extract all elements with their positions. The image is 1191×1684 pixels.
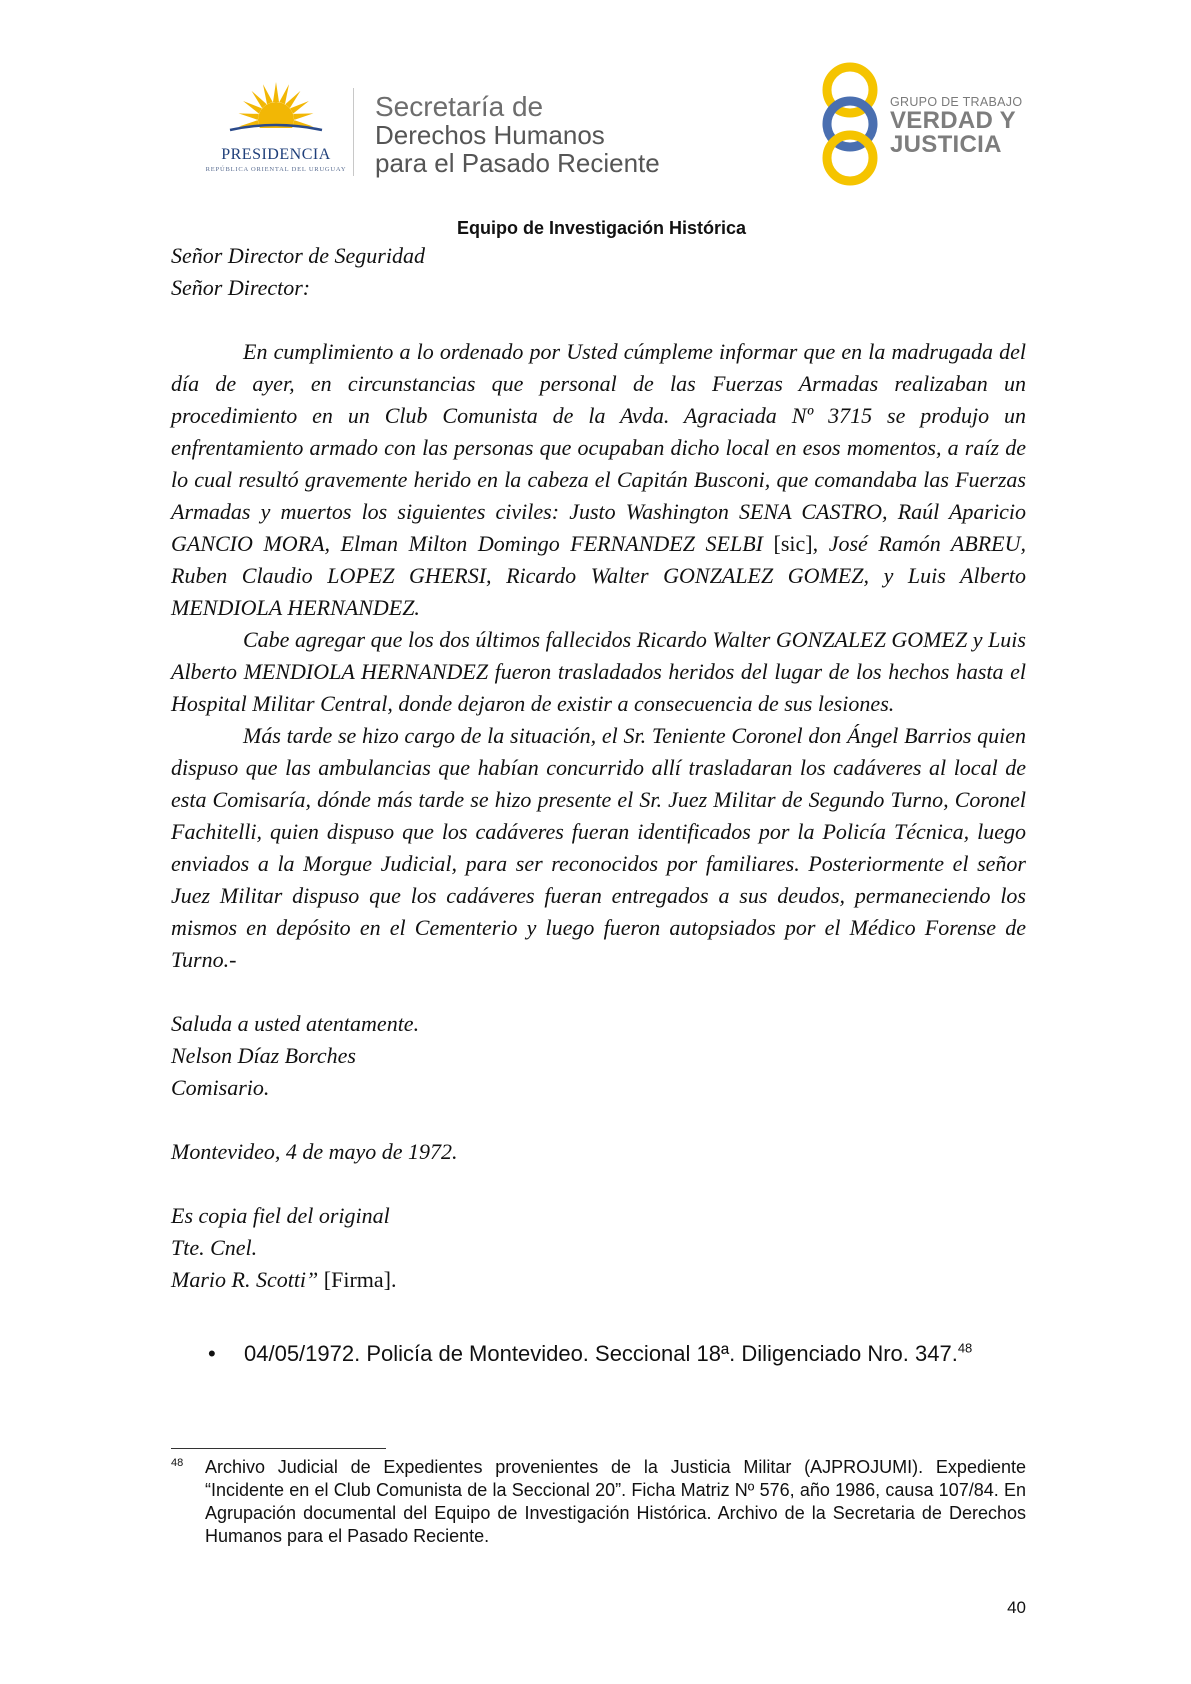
letter-body	[171, 240, 1026, 1296]
grupo-line-3: JUSTICIA	[890, 131, 1002, 158]
secretaria-logo-text	[375, 92, 660, 177]
copy-name: Mario R. Scotti”	[171, 1267, 319, 1292]
bullet-text-wrap	[244, 1338, 1026, 1370]
grupo-trabajo-text	[890, 95, 1022, 157]
sun-emblem-icon	[196, 80, 356, 146]
sic-note: [sic]	[773, 531, 813, 556]
salutation-line-2: Señor Director:	[171, 275, 311, 300]
grupo-line-2: VERDAD Y	[890, 107, 1016, 134]
copy-signature-line	[171, 1264, 1026, 1296]
place-date: Montevideo, 4 de mayo de 1972.	[171, 1139, 458, 1164]
signer-title: Comisario.	[171, 1075, 270, 1100]
presidencia-subtitle: REPÚBLICA ORIENTAL DEL URUGUAY	[205, 166, 347, 173]
team-title: Equipo de Investigación Histórica	[456, 218, 747, 238]
footnote-separator	[171, 1448, 386, 1449]
secretaria-line-3: para el Pasado Reciente	[375, 148, 660, 178]
closing-line: Saluda a usted atentamente.	[171, 1011, 420, 1036]
secretaria-line-2: Derechos Humanos	[375, 120, 605, 150]
spacer	[171, 976, 1026, 1008]
footnote	[171, 1456, 1026, 1548]
firma-note: [Firma].	[323, 1267, 397, 1292]
footnote-number: 48	[171, 1457, 184, 1469]
presidencia-logo	[196, 80, 356, 180]
presidencia-name: PRESIDENCIA	[221, 146, 331, 163]
copy-note: Es copia fiel del original	[171, 1203, 390, 1228]
spacer	[171, 1104, 1026, 1136]
copy-rank: Tte. Cnel.	[171, 1235, 258, 1260]
secretaria-line-1: Secretaría de	[375, 91, 544, 122]
footnote-text: Archivo Judicial de Expedientes provenientes de la Justicia Militar (AJPROJUMI). Expediente “Incidente en el Club Comunista de la Seccional 20”. Ficha Matriz Nº 576, año 1986, causa 107/84. En Agrupación documental del Equipo de Investigación Histórica. Archivo de la Secretaria de Derechos Humanos para el Pasado Reciente.	[205, 1457, 1026, 1546]
spacer	[171, 304, 1026, 336]
paragraph-1	[171, 336, 1026, 624]
paragraph-1-part-b: , José Ramón ABREU, Ruben Claudio LOPEZ GHERSI, Ricardo Walter GONZALEZ GOMEZ, y Luis Alberto MENDIOLA HERNANDEZ.	[171, 531, 1026, 620]
salutation-line-1: Señor Director de Seguridad	[171, 243, 425, 268]
page-header	[0, 0, 1191, 200]
paragraph-1-part-a: En cumplimiento a lo ordenado por Usted cúmpleme informar que en la madrugada del día de ayer, en circunstancias que personal de las Fuerzas Armadas realizaban un procedimiento en un Club Comunista de la Avda. Agraciada Nº 3715 se produjo un enfrentamiento armado con las personas que ocupaban dicho local en esos momentos, a raíz de lo cual resultó gravemente herido en la cabeza el Capitán Busconi, que comandaba las Fuerzas Armadas y muertos los siguientes civiles: Justo Washington SENA CASTRO, Raúl Aparicio GANCIO MORA, Elman Milton Domingo FERNANDEZ SELBI	[171, 339, 1026, 556]
spacer	[171, 1168, 1026, 1200]
bullet-icon: •	[208, 1341, 216, 1366]
bullet-list-item	[208, 1338, 1026, 1370]
logo-divider	[353, 88, 354, 176]
paragraph-2: Cabe agregar que los dos últimos fallecidos Ricardo Walter GONZALEZ GOMEZ y Luis Alberto MENDIOLA HERNANDEZ fueron trasladados heridos del lugar de los hechos hasta el Hospital Militar Central, donde dejaron de existir a consecuencia de sus lesiones.	[171, 627, 1026, 716]
paragraph-3: Más tarde se hizo cargo de la situación, el Sr. Teniente Coronel don Ángel Barrios quien dispuso que las ambulancias que habían concurrido allí trasladaran los cadáveres al local de esta Comisaría, dónde más tarde se hizo presente el Sr. Juez Militar de Segundo Turno, Coronel Fachitelli, quien dispuso que los cadáveres fueran identificados por la Policía Técnica, luego enviados a la Morgue Judicial, para ser reconocidos por familiares. Posteriormente el señor Juez Militar dispuso que los cadáveres fueran entregados a sus deudos, permaneciendo los mismos en depósito en el Cementerio y luego fueron autopsiados por el Médico Forense de Turno.-	[171, 723, 1026, 972]
footnote-ref-link[interactable]: 48	[957, 1340, 973, 1356]
signer-name: Nelson Díaz Borches	[171, 1043, 356, 1068]
page-number: 40	[1007, 1598, 1026, 1617]
bullet-text: 04/05/1972. Policía de Montevideo. Seccional 18ª. Diligenciado Nro. 347.	[244, 1341, 958, 1366]
grupo-line-1: GRUPO DE TRABAJO	[890, 95, 1023, 109]
